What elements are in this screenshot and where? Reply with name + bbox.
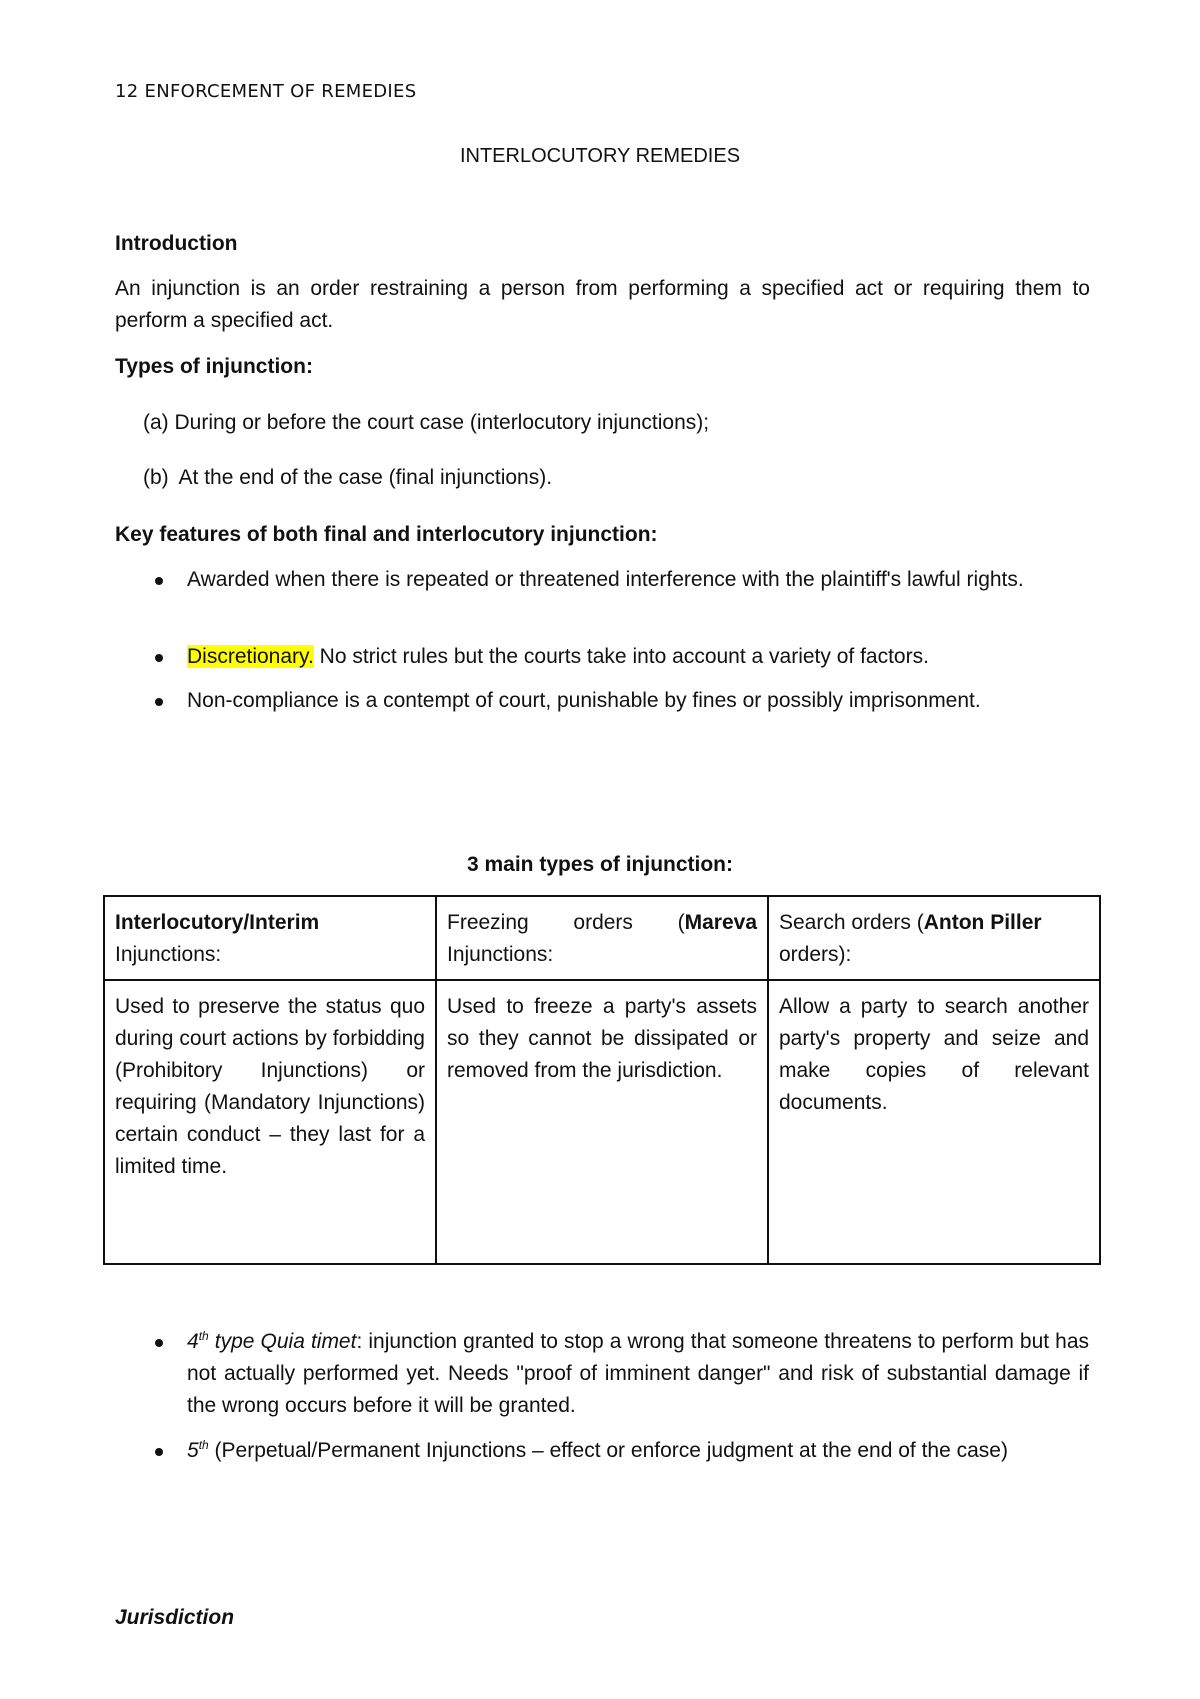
types-heading: Types of injunction:: [115, 355, 313, 378]
freezing-head-line: [447, 907, 757, 939]
introduction-paragraph: An injunction is an order restraining a person from performing a specified act or requiring them to perform a specified act.: [115, 277, 1090, 332]
feature-bullet-3: Non-compliance is a contempt of court, punishable by fines or possibly imprisonment.: [187, 689, 981, 712]
bullet-icon: [155, 1339, 163, 1347]
perpetual-ordinal: th: [198, 1438, 209, 1452]
search-label-pre: Search orders (: [779, 911, 924, 934]
quia-timet-ordinal: th: [198, 1329, 209, 1343]
injunction-types-table: [103, 895, 1101, 1265]
quia-timet-label: type Quia timet: [208, 1330, 357, 1353]
mareva-label: Mareva: [684, 911, 757, 934]
bullet-icon: [155, 654, 163, 662]
interlocutory-label: Interlocutory/Interim: [115, 911, 320, 934]
anton-piller-label: Anton Piller: [923, 911, 1042, 934]
types-item-a-marker: (a): [143, 411, 169, 434]
feature-bullet-2-text: No strict rules but the courts take into account a variety of factors.: [313, 645, 929, 668]
perpetual-text: (Perpetual/Permanent Injunctions – effect or enforce judgment at the end of the case): [208, 1439, 1008, 1462]
table-body-row: [104, 980, 1100, 1264]
quia-timet-number: 4: [187, 1330, 199, 1353]
bullet-icon: [155, 1448, 163, 1456]
freezing-head-word-2: orders: [573, 911, 633, 934]
table-header-row: [104, 896, 1100, 980]
perpetual-bullet: [187, 1435, 1089, 1467]
discretionary-highlight: Discretionary.: [187, 645, 314, 668]
types-item-b-text: At the end of the case (final injunctions).: [178, 466, 553, 489]
feature-bullet-1: Awarded when there is repeated or threatened interference with the plaintiff's lawful rights.: [187, 568, 1024, 591]
freezing-head-word-3: (Mareva: [677, 911, 757, 934]
quia-timet-text: : injunction granted to stop a wrong that someone threatens to perform but has not actually performed yet. Needs "proof of imminent danger" and risk of substantial damage if the wrong occurs before it will be granted.: [187, 1330, 1090, 1417]
search-label-rest: orders):: [779, 943, 852, 966]
types-item-a: [143, 411, 709, 435]
freezing-label-rest: Injunctions:: [447, 943, 554, 966]
jurisdiction-heading: Jurisdiction: [115, 1606, 235, 1629]
types-item-a-text: During or before the court case (interlocutory injunctions);: [174, 411, 710, 434]
running-header: 12 ENFORCEMENT OF REMEDIES: [115, 81, 417, 102]
types-item-b-marker: (b): [143, 466, 169, 489]
search-description: Allow a party to search another party's property and seize and make copies of relevant documents.: [768, 980, 1100, 1264]
interlocutory-description: Used to preserve the status quo during court actions by forbidding (Prohibitory Injunctions) or requiring (Mandatory Injunctions) certain conduct – they last for a limited time.: [104, 980, 436, 1264]
main-types-heading: 3 main types of injunction:: [466, 853, 734, 876]
table-header-cell: [768, 896, 1100, 980]
freezing-head-word-1: Freezing: [447, 911, 529, 934]
perpetual-number: 5: [187, 1439, 199, 1462]
table-header-cell: [436, 896, 768, 980]
bullet-icon: [155, 698, 163, 706]
quia-timet-bullet: [187, 1326, 1089, 1422]
interlocutory-label-rest: Injunctions:: [115, 943, 222, 966]
page-title: INTERLOCUTORY REMEDIES: [459, 145, 741, 167]
types-item-b: [143, 466, 552, 490]
key-features-heading: Key features of both final and interlocutory injunction:: [115, 523, 658, 546]
introduction-heading: Introduction: [115, 232, 238, 255]
bullet-icon: [155, 577, 163, 585]
feature-bullet-2: [187, 641, 1089, 673]
table-header-cell: [104, 896, 436, 980]
freezing-description: Used to freeze a party's assets so they cannot be dissipated or removed from the jurisdiction.: [436, 980, 768, 1264]
